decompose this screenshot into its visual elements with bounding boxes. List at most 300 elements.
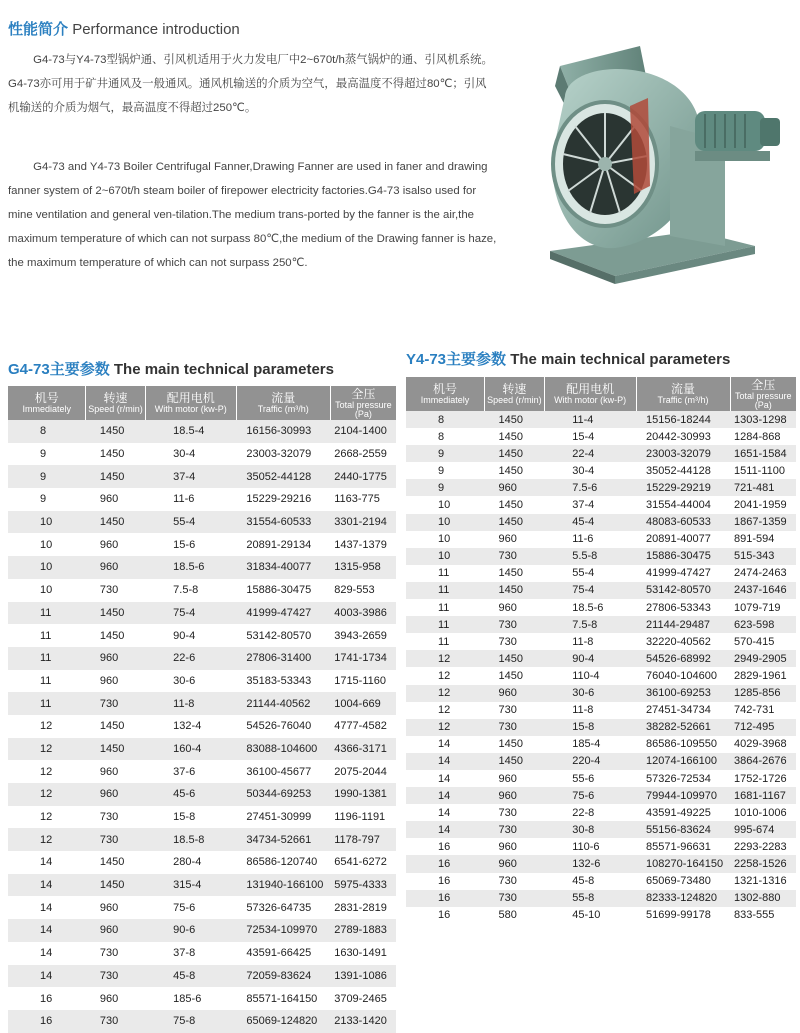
cell-model: 10 (8, 579, 86, 602)
cell-speed: 960 (86, 647, 145, 670)
cell-model: 11 (406, 599, 485, 616)
table-row (406, 565, 796, 582)
cell-motor: 11-4 (544, 411, 636, 428)
cell-model: 12 (406, 719, 485, 736)
table-row (406, 582, 796, 599)
cell-motor: 220-4 (544, 753, 636, 770)
table-row (8, 942, 396, 965)
cell-flow: 51699-99178 (636, 907, 730, 924)
section-title-en: Performance introduction (72, 21, 240, 38)
cell-flow: 31554-44004 (636, 496, 730, 513)
cell-pressure: 995-674 (730, 821, 796, 838)
cell-pressure: 1196-1191 (330, 806, 396, 829)
table-row (406, 770, 796, 787)
col-model: 机号 Immediately (406, 377, 485, 411)
cell-speed: 730 (86, 828, 145, 851)
cell-pressure: 2474-2463 (730, 565, 796, 582)
cell-model: 16 (406, 838, 485, 855)
cell-motor: 132-4 (145, 715, 236, 738)
intro-paragraph-en (8, 155, 503, 275)
cell-model: 10 (406, 514, 485, 531)
cell-motor: 22-8 (544, 804, 636, 821)
cell-motor: 45-10 (544, 907, 636, 924)
cell-pressure: 5975-4333 (330, 874, 396, 897)
cell-motor: 15-8 (544, 719, 636, 736)
cell-pressure: 2075-2044 (330, 760, 396, 783)
table-row (406, 685, 796, 702)
table-row (406, 719, 796, 736)
cell-speed: 1450 (485, 565, 545, 582)
cell-pressure: 1391-1086 (330, 965, 396, 988)
cell-flow: 36100-69253 (636, 685, 730, 702)
cell-flow: 50344-69253 (236, 783, 330, 806)
cell-motor: 45-8 (145, 965, 236, 988)
section-title-cn: 性能简介 (8, 21, 69, 38)
cell-speed: 960 (485, 479, 545, 496)
cell-pressure: 4003-3986 (330, 602, 396, 625)
cell-model: 12 (8, 715, 86, 738)
cell-flow: 34734-52661 (236, 828, 330, 851)
table-row (8, 919, 396, 942)
cell-pressure: 829-553 (330, 579, 396, 602)
cell-flow: 85571-96631 (636, 838, 730, 855)
y4-title-en: The main technical parameters (510, 351, 731, 368)
cell-speed: 730 (485, 873, 545, 890)
g4-table-body (8, 420, 396, 1033)
intro-en-line: mine ventilation and general ven-tilation.The medium trans-ported by the fanner is the air,the (8, 209, 475, 221)
cell-pressure: 2041-1959 (730, 496, 796, 513)
cell-pressure: 2293-2283 (730, 838, 796, 855)
cell-motor: 55-8 (544, 890, 636, 907)
intro-cn-line: G4-73与Y4-73型锅炉通、引风机适用于火力发电厂中2~670t/h蒸气锅炉的通、引风机系统。 (33, 54, 493, 66)
col-flow: 流量 Traffic (m³/h) (236, 386, 330, 420)
cell-model: 14 (8, 896, 86, 919)
cell-pressure: 1303-1298 (730, 411, 796, 428)
cell-model: 10 (8, 511, 86, 534)
cell-flow: 65069-124820 (236, 1010, 330, 1033)
cell-pressure: 6541-6272 (330, 851, 396, 874)
cell-flow: 20891-40077 (636, 531, 730, 548)
cell-motor: 30-8 (544, 821, 636, 838)
cell-speed: 730 (485, 719, 545, 736)
cell-motor: 37-8 (145, 942, 236, 965)
g4-title-cn: G4-73主要参数 (8, 361, 110, 378)
cell-flow: 31554-60533 (236, 511, 330, 534)
cell-pressure: 891-594 (730, 531, 796, 548)
g4-table-title (8, 358, 334, 379)
cell-motor: 280-4 (145, 851, 236, 874)
cell-model: 8 (406, 428, 485, 445)
table-row (406, 479, 796, 496)
table-row (406, 804, 796, 821)
col-pressure: 全压 Total pressure (Pa) (330, 386, 396, 420)
cell-model: 11 (8, 670, 86, 693)
cell-flow: 65069-73480 (636, 873, 730, 890)
cell-motor: 30-4 (145, 443, 236, 466)
table-row (8, 670, 396, 693)
cell-pressure: 4029-3968 (730, 736, 796, 753)
table-row (406, 445, 796, 462)
cell-flow: 35052-44128 (236, 465, 330, 488)
cell-pressure: 2440-1775 (330, 465, 396, 488)
y4-title-cn: Y4-73主要参数 (406, 351, 507, 368)
cell-motor: 37-6 (145, 760, 236, 783)
table-row (8, 783, 396, 806)
cell-flow: 20891-29134 (236, 533, 330, 556)
cell-pressure: 515-343 (730, 548, 796, 565)
cell-motor: 15-8 (145, 806, 236, 829)
cell-motor: 30-6 (544, 685, 636, 702)
cell-speed: 730 (485, 804, 545, 821)
cell-motor: 75-8 (145, 1010, 236, 1033)
table-row (8, 556, 396, 579)
table-row (406, 907, 796, 924)
cell-model: 16 (406, 890, 485, 907)
table-row (406, 514, 796, 531)
table-row (406, 838, 796, 855)
cell-pressure: 833-555 (730, 907, 796, 924)
cell-motor: 30-4 (544, 462, 636, 479)
cell-motor: 90-6 (145, 919, 236, 942)
cell-model: 16 (406, 907, 485, 924)
cell-speed: 1450 (86, 715, 145, 738)
table-row (8, 965, 396, 988)
table-row (8, 1010, 396, 1033)
cell-speed: 730 (86, 692, 145, 715)
cell-flow: 38282-52661 (636, 719, 730, 736)
table-row (406, 531, 796, 548)
cell-model: 8 (8, 420, 86, 443)
cell-pressure: 1651-1584 (730, 445, 796, 462)
cell-speed: 730 (485, 548, 545, 565)
table-row (406, 736, 796, 753)
cell-speed: 960 (485, 685, 545, 702)
cell-pressure: 1752-1726 (730, 770, 796, 787)
cell-motor: 18.5-6 (544, 599, 636, 616)
cell-motor: 75-6 (145, 896, 236, 919)
cell-speed: 730 (485, 616, 545, 633)
col-speed: 转速 Speed (r/min) (485, 377, 545, 411)
col-speed: 转速 Speed (r/min) (86, 386, 145, 420)
cell-speed: 960 (86, 987, 145, 1010)
cell-flow: 48083-60533 (636, 514, 730, 531)
cell-flow: 15886-30475 (236, 579, 330, 602)
cell-motor: 18.5-8 (145, 828, 236, 851)
table-row (406, 821, 796, 838)
cell-pressure: 1437-1379 (330, 533, 396, 556)
table-row (8, 760, 396, 783)
intro-en-line: the maximum temperature of which can not surpass 250℃. (8, 257, 308, 269)
cell-flow: 20442-30993 (636, 428, 730, 445)
cell-model: 8 (406, 411, 485, 428)
cell-model: 12 (406, 650, 485, 667)
y4-table-body (406, 411, 796, 924)
cell-model: 12 (406, 667, 485, 684)
cell-pressure: 3709-2465 (330, 987, 396, 1010)
cell-model: 9 (8, 443, 86, 466)
cell-pressure: 1715-1160 (330, 670, 396, 693)
cell-model: 11 (406, 633, 485, 650)
intro-cn-line: 机输送的介质为烟气，最高温度不得超过250℃。 (8, 102, 257, 114)
col-motor: 配用电机 With motor (kw-P) (145, 386, 236, 420)
cell-pressure: 2831-2819 (330, 896, 396, 919)
cell-pressure: 2949-2905 (730, 650, 796, 667)
cell-flow: 32220-40562 (636, 633, 730, 650)
cell-flow: 72059-83624 (236, 965, 330, 988)
cell-pressure: 1321-1316 (730, 873, 796, 890)
cell-pressure: 712-495 (730, 719, 796, 736)
table-header-row (406, 377, 796, 411)
cell-speed: 960 (86, 760, 145, 783)
cell-speed: 1450 (485, 650, 545, 667)
cell-pressure: 1284-868 (730, 428, 796, 445)
cell-flow: 23003-32079 (636, 445, 730, 462)
cell-motor: 18.5-6 (145, 556, 236, 579)
cell-motor: 45-8 (544, 873, 636, 890)
cell-motor: 7.5-8 (544, 616, 636, 633)
cell-motor: 11-8 (544, 702, 636, 719)
cell-model: 14 (406, 787, 485, 804)
table-row (8, 420, 396, 443)
table-row (8, 715, 396, 738)
cell-motor: 185-4 (544, 736, 636, 753)
cell-speed: 730 (485, 890, 545, 907)
cell-model: 14 (406, 821, 485, 838)
table-row (8, 806, 396, 829)
cell-pressure: 4777-4582 (330, 715, 396, 738)
cell-speed: 1450 (485, 411, 545, 428)
cell-model: 14 (8, 942, 86, 965)
table-row (8, 647, 396, 670)
cell-motor: 90-4 (544, 650, 636, 667)
cell-speed: 730 (485, 702, 545, 719)
cell-model: 12 (8, 806, 86, 829)
col-pressure: 全压 Total pressure (Pa) (730, 377, 796, 411)
cell-model: 11 (8, 647, 86, 670)
cell-pressure: 1630-1491 (330, 942, 396, 965)
cell-model: 10 (8, 533, 86, 556)
col-flow: 流量 Traffic (m³/h) (636, 377, 730, 411)
table-row (406, 890, 796, 907)
cell-pressure: 3864-2676 (730, 753, 796, 770)
table-row (406, 599, 796, 616)
table-row (406, 428, 796, 445)
cell-speed: 730 (86, 942, 145, 965)
cell-model: 12 (406, 685, 485, 702)
cell-speed: 960 (86, 670, 145, 693)
cell-motor: 90-4 (145, 624, 236, 647)
cell-motor: 15-6 (145, 533, 236, 556)
table-row (406, 667, 796, 684)
table-row (8, 851, 396, 874)
cell-model: 10 (406, 531, 485, 548)
cell-speed: 960 (86, 896, 145, 919)
g4-title-en: The main technical parameters (113, 361, 334, 378)
y4-table-title (406, 348, 730, 369)
intro-en-line: G4-73 and Y4-73 Boiler Centrifugal Fanner,Drawing Fanner are used in faner and drawing (33, 161, 488, 173)
cell-model: 14 (406, 770, 485, 787)
cell-flow: 86586-109550 (636, 736, 730, 753)
table-row (406, 787, 796, 804)
cell-speed: 730 (485, 633, 545, 650)
cell-pressure: 2437-1646 (730, 582, 796, 599)
cell-motor: 75-6 (544, 787, 636, 804)
cell-speed: 1450 (485, 496, 545, 513)
table-row (406, 633, 796, 650)
cell-flow: 76040-104600 (636, 667, 730, 684)
cell-model: 14 (8, 965, 86, 988)
cell-model: 9 (406, 479, 485, 496)
cell-pressure: 1302-880 (730, 890, 796, 907)
cell-flow: 27806-53343 (636, 599, 730, 616)
cell-pressure: 570-415 (730, 633, 796, 650)
cell-flow: 35052-44128 (636, 462, 730, 479)
cell-motor: 37-4 (544, 496, 636, 513)
cell-speed: 1450 (86, 602, 145, 625)
cell-motor: 55-6 (544, 770, 636, 787)
table-row (8, 828, 396, 851)
cell-pressure: 1163-775 (330, 488, 396, 511)
cell-flow: 35183-53343 (236, 670, 330, 693)
cell-motor: 185-6 (145, 987, 236, 1010)
table-row (406, 873, 796, 890)
cell-motor: 5.5-8 (544, 548, 636, 565)
cell-speed: 960 (485, 838, 545, 855)
table-row (8, 624, 396, 647)
cell-flow: 15156-18244 (636, 411, 730, 428)
cell-speed: 1450 (86, 465, 145, 488)
cell-speed: 1450 (86, 738, 145, 761)
cell-motor: 7.5-8 (145, 579, 236, 602)
table-row (8, 987, 396, 1010)
cell-model: 11 (406, 616, 485, 633)
cell-speed: 730 (86, 965, 145, 988)
cell-pressure: 1079-719 (730, 599, 796, 616)
cell-flow: 27451-34734 (636, 702, 730, 719)
cell-model: 14 (8, 851, 86, 874)
cell-speed: 1450 (86, 874, 145, 897)
cell-flow: 82333-124820 (636, 890, 730, 907)
g4-parameters-table (8, 386, 396, 1033)
cell-motor: 11-6 (145, 488, 236, 511)
cell-speed: 960 (86, 919, 145, 942)
table-row (8, 874, 396, 897)
cell-motor: 11-6 (544, 531, 636, 548)
cell-flow: 54526-76040 (236, 715, 330, 738)
cell-pressure: 623-598 (730, 616, 796, 633)
cell-pressure: 2258-1526 (730, 855, 796, 872)
cell-motor: 22-6 (145, 647, 236, 670)
cell-flow: 54526-68992 (636, 650, 730, 667)
cell-motor: 15-4 (544, 428, 636, 445)
cell-pressure: 4366-3171 (330, 738, 396, 761)
cell-flow: 72534-109970 (236, 919, 330, 942)
cell-motor: 315-4 (145, 874, 236, 897)
cell-flow: 31834-40077 (236, 556, 330, 579)
cell-model: 16 (8, 1010, 86, 1033)
col-model: 机号 Immediately (8, 386, 86, 420)
cell-flow: 86586-120740 (236, 851, 330, 874)
cell-flow: 57326-64735 (236, 896, 330, 919)
cell-flow: 41999-47427 (236, 602, 330, 625)
cell-model: 16 (406, 873, 485, 890)
cell-motor: 18.5-4 (145, 420, 236, 443)
table-row (8, 602, 396, 625)
table-row (406, 753, 796, 770)
cell-pressure: 3301-2194 (330, 511, 396, 534)
cell-speed: 960 (86, 556, 145, 579)
table-row (8, 738, 396, 761)
cell-flow: 15886-30475 (636, 548, 730, 565)
cell-model: 12 (8, 738, 86, 761)
table-row (406, 462, 796, 479)
cell-flow: 108270-164150 (636, 855, 730, 872)
cell-model: 11 (8, 692, 86, 715)
table-row (406, 411, 796, 428)
cell-motor: 160-4 (145, 738, 236, 761)
cell-motor: 75-4 (544, 582, 636, 599)
cell-flow: 53142-80570 (236, 624, 330, 647)
cell-model: 12 (8, 828, 86, 851)
table-row (406, 616, 796, 633)
cell-model: 9 (406, 462, 485, 479)
col-motor: 配用电机 With motor (kw-P) (544, 377, 636, 411)
cell-flow: 53142-80570 (636, 582, 730, 599)
cell-model: 14 (406, 736, 485, 753)
cell-pressure: 1511-1100 (730, 462, 796, 479)
cell-speed: 960 (86, 488, 145, 511)
cell-motor: 55-4 (544, 565, 636, 582)
cell-motor: 30-6 (145, 670, 236, 693)
cell-flow: 55156-83624 (636, 821, 730, 838)
cell-flow: 131940-166100 (236, 874, 330, 897)
cell-pressure: 2829-1961 (730, 667, 796, 684)
cell-speed: 1450 (485, 462, 545, 479)
cell-speed: 960 (86, 533, 145, 556)
cell-pressure: 2104-1400 (330, 420, 396, 443)
table-row (8, 692, 396, 715)
cell-motor: 110-4 (544, 667, 636, 684)
cell-model: 14 (406, 753, 485, 770)
table-row (8, 896, 396, 919)
cell-model: 9 (8, 488, 86, 511)
table-row (406, 548, 796, 565)
cell-pressure: 1178-797 (330, 828, 396, 851)
table-row (8, 488, 396, 511)
cell-motor: 45-6 (145, 783, 236, 806)
cell-speed: 1450 (86, 420, 145, 443)
cell-speed: 960 (485, 599, 545, 616)
cell-model: 10 (8, 556, 86, 579)
cell-model: 12 (406, 702, 485, 719)
table-row (8, 579, 396, 602)
intro-en-line: fanner system of 2~670t/h steam boiler of firepower electricity factories.G4-73 isalso used for (8, 185, 477, 197)
cell-model: 16 (406, 855, 485, 872)
cell-pressure: 2668-2559 (330, 443, 396, 466)
table-row (406, 702, 796, 719)
cell-flow: 21144-29487 (636, 616, 730, 633)
cell-speed: 960 (86, 783, 145, 806)
table-row (406, 650, 796, 667)
cell-pressure: 2133-1420 (330, 1010, 396, 1033)
cell-pressure: 1315-958 (330, 556, 396, 579)
cell-model: 10 (406, 548, 485, 565)
table-row (406, 496, 796, 513)
cell-speed: 1450 (485, 753, 545, 770)
cell-speed: 730 (86, 806, 145, 829)
cell-model: 11 (8, 602, 86, 625)
cell-flow: 16156-30993 (236, 420, 330, 443)
